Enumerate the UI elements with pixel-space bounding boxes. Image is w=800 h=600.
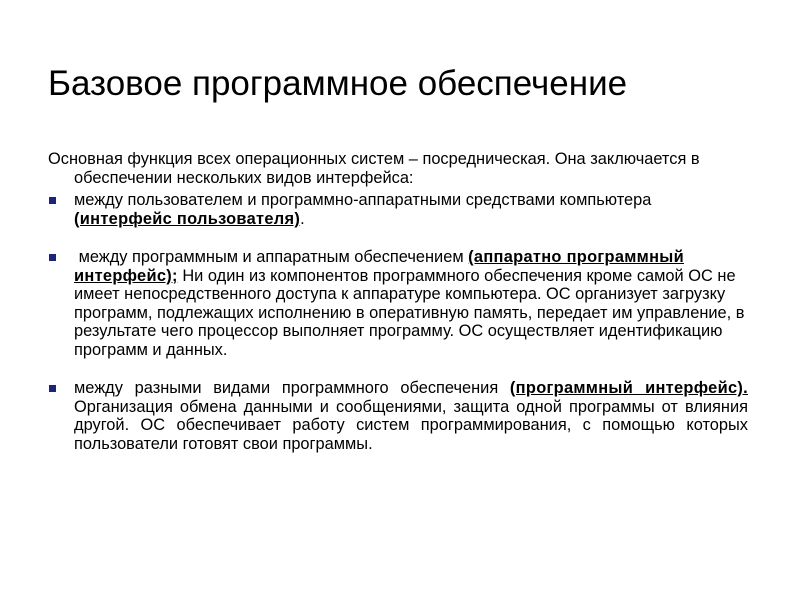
list-item	[48, 248, 748, 359]
list-item-text-after: Ни один из компонентов программного обеспечения кроме самой ОС не имеет непосредственного доступа к аппаратуре компьютера. ОС организует загрузку программ, подлежащих исполнению в оперативную память, передает им управление, в результате чего процессор выполняет программу. ОС осуществляет идентификацию программ и данных.	[74, 266, 745, 359]
list-item-text-before: между разными видами программного обеспечения	[74, 379, 510, 397]
list-item-highlight: (аппаратно программный интерфейс);	[74, 248, 684, 285]
list-item-text	[74, 191, 748, 228]
list-item	[48, 191, 748, 228]
list-item-text	[74, 379, 748, 453]
slide-body	[48, 150, 748, 453]
square-bullet-icon	[49, 254, 56, 261]
list-item-text-before: между пользователем и программно-аппаратными средствами компьютера	[74, 191, 652, 209]
list-item-highlight: (интерфейс пользователя)	[74, 209, 301, 228]
list-item-text	[74, 248, 748, 359]
list-item	[48, 379, 748, 453]
intro-paragraph: Основная функция всех операционных систем – посредническая. Она заключается в обеспечении нескольких видов интерфейса:	[48, 150, 700, 187]
slide-title: Базовое программное обеспечение	[48, 64, 628, 103]
square-bullet-icon	[49, 385, 56, 392]
square-bullet-icon	[49, 197, 56, 204]
list-item-text-before: между программным и аппаратным обеспечением	[74, 248, 469, 266]
list-item-text-after: Организация обмена данными и сообщениями, защита одной программы от влияния другой. ОС обеспечивает работу систем программирования, с помощью которых пользователи готовят свои программы.	[74, 397, 748, 453]
list-item-text-after: .	[300, 209, 305, 228]
list-item-highlight: (программный интерфейс).	[509, 379, 748, 397]
